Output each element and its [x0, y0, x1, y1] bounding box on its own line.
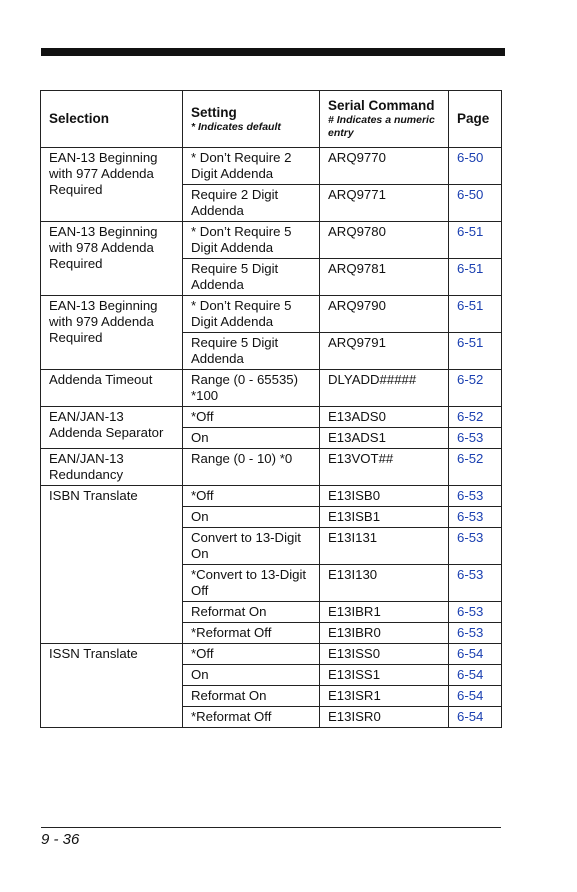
table-row: [41, 148, 502, 185]
table-row: [41, 644, 502, 665]
table-header-row: [41, 91, 502, 148]
page-cell: [449, 449, 502, 486]
footer-rule: [41, 827, 501, 828]
serial-command-cell: E13ISS0: [320, 644, 449, 665]
setting-cell: Require 5 Digit Addenda: [183, 259, 320, 296]
serial-command-cell: ARQ9780: [320, 222, 449, 259]
page-cell: [449, 407, 502, 428]
page-cell: [449, 259, 502, 296]
setting-cell: * Don’t Require 5 Digit Addenda: [183, 296, 320, 333]
setting-cell: *Off: [183, 644, 320, 665]
setting-cell: *Convert to 13-Digit Off: [183, 565, 320, 602]
page-cell: [449, 565, 502, 602]
page-cell: [449, 370, 502, 407]
selection-cell: Addenda Timeout: [41, 370, 183, 407]
setting-cell: Require 2 Digit Addenda: [183, 185, 320, 222]
page-cell: [449, 185, 502, 222]
page-link[interactable]: 6-53: [457, 625, 484, 640]
table-row: [41, 407, 502, 428]
setting-cell: *Off: [183, 486, 320, 507]
serial-command-cell: E13IBR1: [320, 602, 449, 623]
setting-cell: *Off: [183, 407, 320, 428]
table-row: [41, 222, 502, 259]
setting-cell: On: [183, 428, 320, 449]
table-row: [41, 449, 502, 486]
page-link[interactable]: 6-51: [457, 298, 484, 313]
page-cell: [449, 707, 502, 728]
serial-command-cell: E13I131: [320, 528, 449, 565]
page-link[interactable]: 6-53: [457, 488, 484, 503]
serial-command-cell: E13ISS1: [320, 665, 449, 686]
page-link[interactable]: 6-53: [457, 509, 484, 524]
page-cell: [449, 686, 502, 707]
serial-command-cell: ARQ9791: [320, 333, 449, 370]
setting-cell: Range (0 - 10) *0: [183, 449, 320, 486]
table-row: [41, 296, 502, 333]
page-cell: [449, 665, 502, 686]
setting-cell: Convert to 13-Digit On: [183, 528, 320, 565]
setting-cell: *Reformat Off: [183, 707, 320, 728]
serial-command-cell: E13VOT##: [320, 449, 449, 486]
page-link[interactable]: 6-54: [457, 646, 484, 661]
selection-cell: EAN-13 Beginning with 977 Addenda Required: [41, 148, 183, 222]
page-link[interactable]: 6-52: [457, 372, 484, 387]
top-rule: [41, 48, 505, 56]
serial-command-cell: E13ADS1: [320, 428, 449, 449]
page-link[interactable]: 6-52: [457, 451, 484, 466]
table-row: [41, 370, 502, 407]
page-cell: [449, 486, 502, 507]
serial-command-cell: DLYADD#####: [320, 370, 449, 407]
page-cell: [449, 333, 502, 370]
page-link[interactable]: 6-53: [457, 530, 484, 545]
header-serial-note: # Indicates a numeric entry: [328, 114, 435, 139]
setting-cell: Reformat On: [183, 686, 320, 707]
page-link[interactable]: 6-52: [457, 409, 484, 424]
selection-cell: ISSN Translate: [41, 644, 183, 728]
serial-command-cell: E13ADS0: [320, 407, 449, 428]
selection-cell: EAN/JAN-13 Addenda Separator: [41, 407, 183, 449]
page-link[interactable]: 6-53: [457, 604, 484, 619]
selection-cell: EAN-13 Beginning with 979 Addenda Required: [41, 296, 183, 370]
serial-command-cell: ARQ9770: [320, 148, 449, 185]
page-number: 9 - 36: [41, 831, 80, 848]
selection-cell: ISBN Translate: [41, 486, 183, 644]
serial-command-cell: ARQ9771: [320, 185, 449, 222]
setting-cell: Require 5 Digit Addenda: [183, 333, 320, 370]
selection-cell: EAN-13 Beginning with 978 Addenda Required: [41, 222, 183, 296]
page-link[interactable]: 6-50: [457, 150, 484, 165]
page-link[interactable]: 6-54: [457, 709, 484, 724]
page-cell: [449, 602, 502, 623]
page-link[interactable]: 6-51: [457, 261, 484, 276]
serial-command-cell: E13IBR0: [320, 623, 449, 644]
page-cell: [449, 644, 502, 665]
page-cell: [449, 428, 502, 449]
header-selection: Selection: [41, 91, 183, 148]
header-serial-command: Serial Command # Indicates a numeric entry: [320, 91, 449, 148]
setting-cell: On: [183, 665, 320, 686]
setting-cell: * Don’t Require 5 Digit Addenda: [183, 222, 320, 259]
setting-cell: * Don’t Require 2 Digit Addenda: [183, 148, 320, 185]
page-link[interactable]: 6-50: [457, 187, 484, 202]
setting-cell: On: [183, 507, 320, 528]
table-body: [41, 148, 502, 728]
header-page: Page: [449, 91, 502, 148]
page-link[interactable]: 6-53: [457, 567, 484, 582]
table-row: [41, 486, 502, 507]
setting-cell: Range (0 - 65535) *100: [183, 370, 320, 407]
serial-command-cell: E13I130: [320, 565, 449, 602]
page-link[interactable]: 6-53: [457, 430, 484, 445]
serial-command-cell: E13ISB0: [320, 486, 449, 507]
serial-command-cell: E13ISR0: [320, 707, 449, 728]
selection-cell: EAN/JAN-13 Redundancy: [41, 449, 183, 486]
page-cell: [449, 528, 502, 565]
header-setting-note: * Indicates default: [191, 120, 281, 133]
page-cell: [449, 623, 502, 644]
page-cell: [449, 507, 502, 528]
page-link[interactable]: 6-54: [457, 667, 484, 682]
serial-command-table: [40, 90, 502, 728]
page-link[interactable]: 6-54: [457, 688, 484, 703]
serial-command-cell: ARQ9781: [320, 259, 449, 296]
page-cell: [449, 148, 502, 185]
page-cell: [449, 222, 502, 259]
header-setting: Setting * Indicates default: [183, 91, 320, 148]
setting-cell: *Reformat Off: [183, 623, 320, 644]
serial-command-cell: ARQ9790: [320, 296, 449, 333]
serial-command-cell: E13ISB1: [320, 507, 449, 528]
page-link[interactable]: 6-51: [457, 224, 484, 239]
setting-cell: Reformat On: [183, 602, 320, 623]
page-cell: [449, 296, 502, 333]
serial-command-cell: E13ISR1: [320, 686, 449, 707]
page-link[interactable]: 6-51: [457, 335, 484, 350]
